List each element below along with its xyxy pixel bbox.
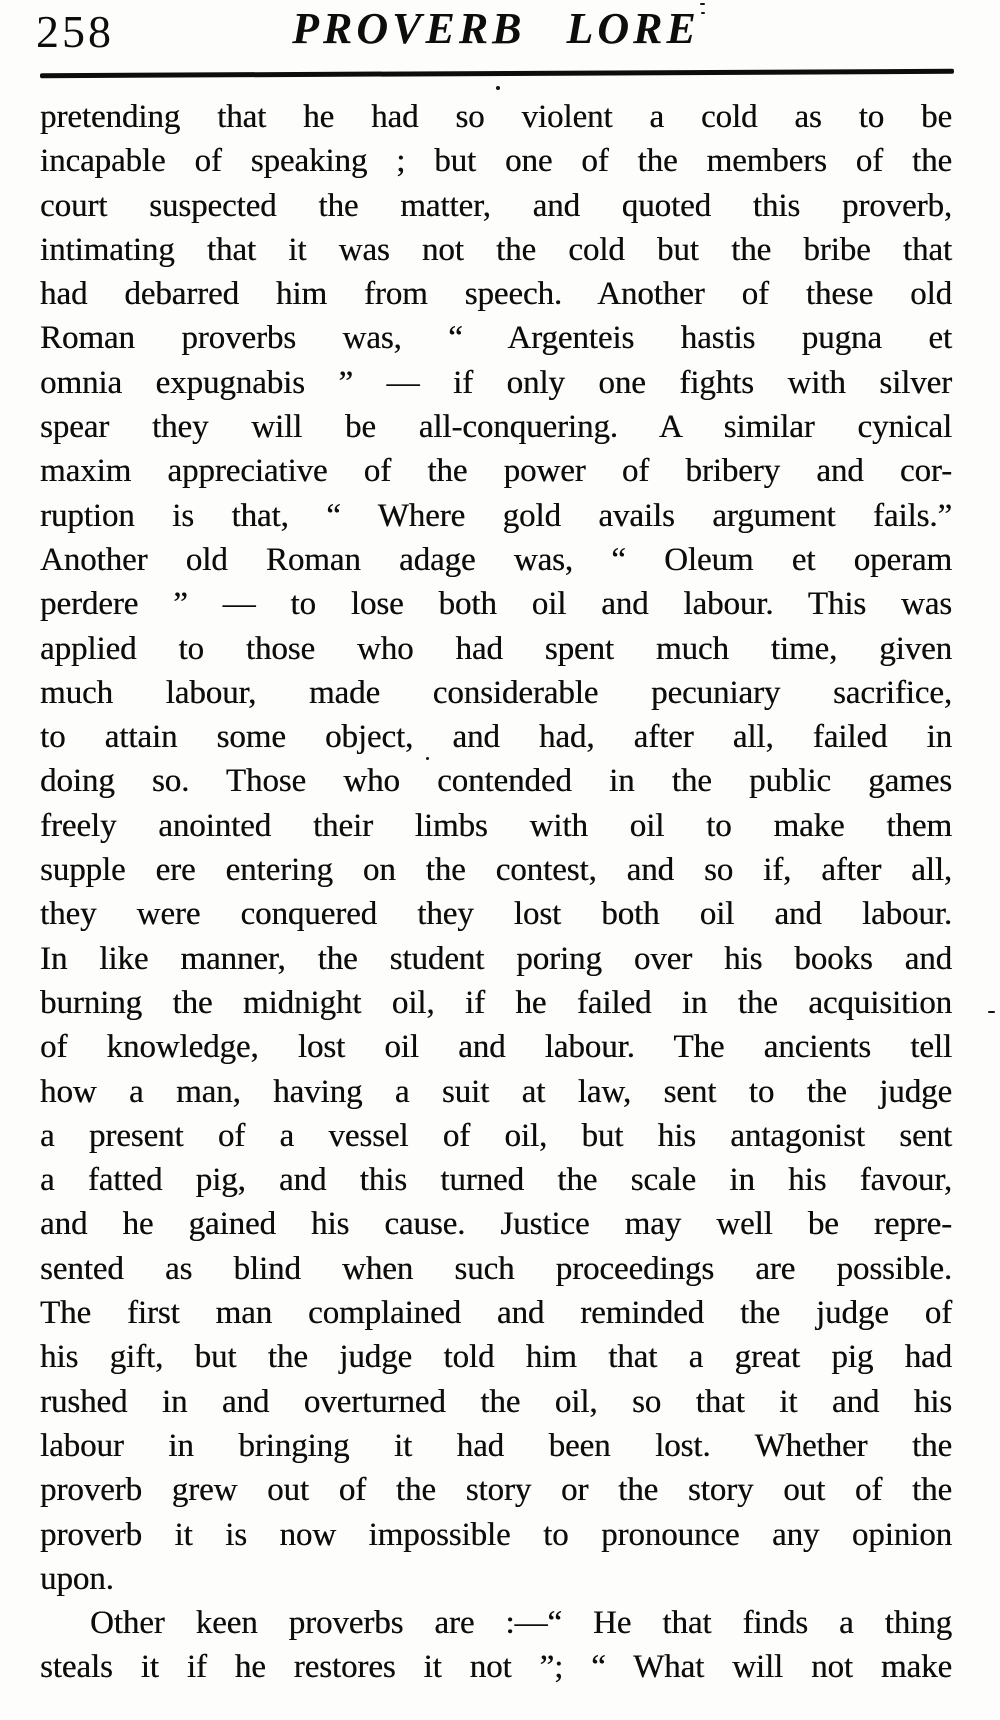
ink-speck [701,12,705,14]
text-line: applied to those who had spent much time, given [40,630,952,667]
ink-speck [700,3,705,5]
text-line: to attain some object, and had, after all, failed in [40,719,952,756]
text-line: how a man, having a suit at law, sent to the judge [40,1073,952,1110]
text-line: his gift, but the judge told him that a great pig had [40,1339,952,1376]
text-line: supple ere entering on the contest, and so if, after all, [40,852,952,889]
text-line: omnia expugnabis ” — if only one fights with silver [40,364,952,401]
text-line: The first man complained and reminded the judge of [40,1295,952,1332]
text-line: steals it if he restores it not ”; “ What will not make [40,1649,952,1686]
text-line: spear they will be all-conquering. A similar cynical [40,409,952,446]
text-line: Other keen proverbs are :—“ He that finds a thing [90,1605,952,1642]
text-line: court suspected the matter, and quoted this proverb, [40,187,952,224]
text-line: Roman proverbs was, “ Argenteis hastis pugna et [40,320,952,357]
text-line: proverb it is now impossible to pronounce any opinion [40,1516,952,1553]
text-line: sented as blind when such proceedings are possible. [40,1250,952,1287]
text-line: upon. [40,1560,114,1597]
running-head-title: PROVERB LORE [292,4,700,53]
text-line: freely anointed their limbs with oil to make them [40,807,952,844]
text-line: much labour, made considerable pecuniary sacrifice, [40,674,952,711]
text-line: and he gained his cause. Justice may well be repre- [40,1206,952,1243]
text-line: ruption is that, “ Where gold avails argument fails.” [40,497,952,534]
text-line: intimating that it was not the cold but the bribe that [40,231,952,268]
text-line: they were conquered they lost both oil and labour. [40,896,952,933]
text-line: of knowledge, lost oil and labour. The ancients tell [40,1029,952,1066]
text-line: burning the midnight oil, if he failed in the acquisition [40,984,952,1021]
text-line: maxim appreciative of the power of bribery and cor- [40,453,952,490]
text-line: In like manner, the student poring over his books and [40,940,952,977]
header-rule [40,69,954,78]
page-number: 258 [36,6,114,57]
text-line: Another old Roman adage was, “ Oleum et operam [40,541,952,578]
text-line: rushed in and overturned the oil, so that it and his [40,1383,952,1420]
ink-speck [496,86,500,90]
text-line: pretending that he had so violent a cold as to be [40,99,952,135]
text-line: proverb grew out of the story or the story out of the [40,1472,952,1509]
ink-speck [426,757,429,760]
text-line: had debarred him from speech. Another of these old [40,276,952,313]
text-line: incapable of speaking ; but one of the members of the [40,143,952,180]
text-line: a fatted pig, and this turned the scale in his favour, [40,1162,952,1199]
text-line: doing so. Those who contended in the public games [40,763,952,800]
text-line: a present of a vessel of oil, but his antagonist sent [40,1117,952,1154]
text-line: labour in bringing it had been lost. Whether the [40,1427,952,1464]
page-body [40,95,952,1690]
ink-speck [988,1011,995,1013]
text-line: perdere ” — to lose both oil and labour. This was [40,586,952,623]
